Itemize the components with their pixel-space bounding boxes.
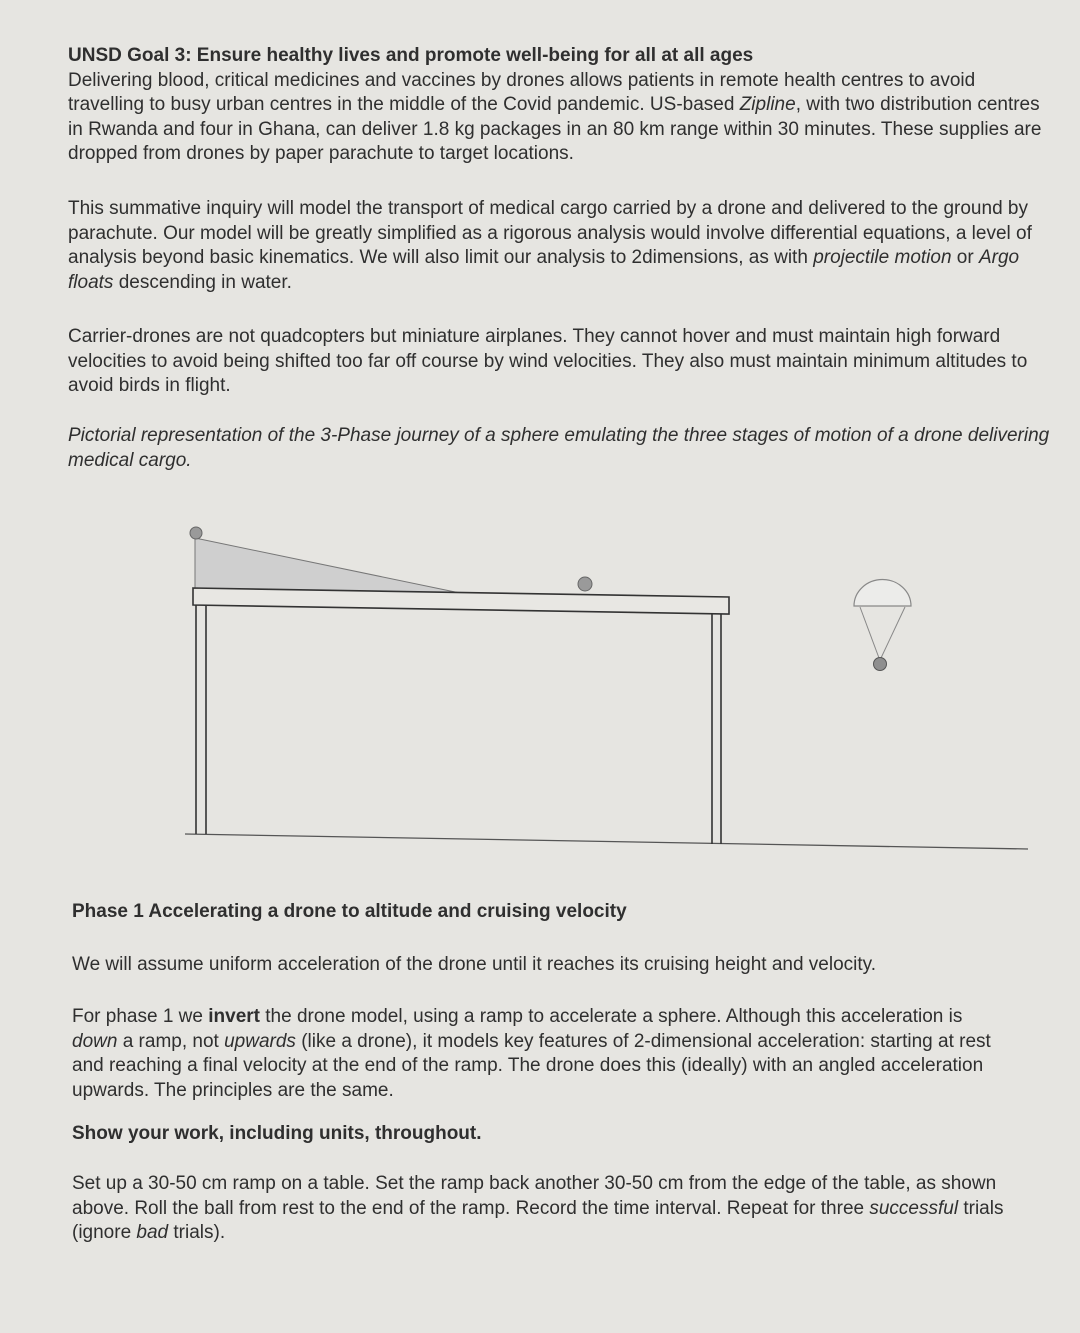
carrier-paragraph: Carrier-drones are not quadcopters but miniature airplanes. They cannot hover and must maintain high forward velocities to avoid being shifted too far off course by wind velocities. They also must maintain minimum altitudes to avoid birds in flight.: [68, 326, 1028, 396]
setup-block: [72, 1172, 1007, 1246]
intro-section: [68, 44, 1053, 167]
carrier-section: [68, 325, 1053, 399]
goal-title: Ensure healthy lives and promote well-being for all at all ages: [191, 45, 754, 66]
ball-start-icon: [190, 527, 202, 539]
ground-line: [185, 834, 1028, 849]
intro-text-b: , with two distribution centres in Rwanda and four in Ghana, can deliver 1.8 kg packages in an 80 km range within 30 minutes. These supplies are dropped from drones by paper parachute to target locations.: [68, 94, 1042, 164]
setup-paragraph: [72, 1172, 1007, 1246]
phase1-assumption: We will assume uniform acceleration of the drone until it reaches its cruising height and velocity.: [72, 954, 877, 975]
caption-text: Pictorial representation of the 3-Phase journey of a sphere emulating the three stages of motion of a drone delivering medical cargo.: [68, 425, 1050, 471]
show-work-instruction: Show your work, including units, throughout.: [72, 1123, 482, 1144]
ramp: [195, 538, 460, 593]
goal-heading: [68, 44, 1053, 69]
parachute-ball-icon: [874, 658, 887, 671]
phase1-model-paragraph: [72, 1005, 1007, 1103]
projectile-motion-term: projectile motion: [813, 247, 952, 268]
phase1-heading-block: [72, 900, 1057, 925]
down-term: down: [72, 1030, 118, 1052]
upwards-term: upwards: [224, 1030, 296, 1052]
phase1-text-c: a ramp, not: [117, 1030, 225, 1052]
table-top: [193, 588, 729, 614]
inquiry-paragraph: [68, 197, 1053, 295]
parachute-line-right: [881, 607, 905, 658]
zipline-name: Zipline: [739, 94, 796, 115]
parachute-line-left: [860, 607, 879, 658]
bad-term: bad: [136, 1222, 169, 1243]
phase1-assumption-block: [72, 953, 1057, 978]
setup-text-c: trials).: [168, 1222, 226, 1243]
diagram-caption: [68, 424, 1053, 473]
goal-label: UNSD Goal 3:: [68, 45, 192, 66]
successful-term: successful: [869, 1197, 959, 1219]
parachute-canopy-icon: [854, 580, 911, 606]
phase1-text-b: the drone model, using a ramp to accelerate a sphere. Although this acceleration is: [260, 1006, 963, 1027]
phase1-model-block: [72, 1005, 1007, 1103]
three-phase-diagram: [0, 500, 1080, 860]
invert-term: invert: [208, 1006, 260, 1027]
argo-floats-term: Argo floats: [68, 247, 1020, 293]
inquiry-text-a: This summative inquiry will model the transport of medical cargo carried by a drone and delivered to the ground by parachute. Our model will be greatly simplified as a rigorous analysis would involve differential equations, a level of analysis beyond basic kinematics. We will also limit our analysis to 2dimensions, as with: [68, 198, 1032, 268]
setup-text-b: trials (ignore: [72, 1197, 1004, 1243]
intro-text-a: Delivering blood, critical medicines and vaccines by drones allows patients in remote health centres to avoid travelling to busy urban centres in the middle of the Covid pandemic. US-based: [68, 69, 976, 115]
phase1-text-d: (like a drone), it models key features of 2-dimensional acceleration: starting at rest and reaching a final velocity at the end of the ramp. The drone does this (ideally) with an angled acceleration upwards. The principles are the same.: [72, 1030, 991, 1101]
phase1-text-a: For phase 1 we: [72, 1006, 209, 1027]
inquiry-or: or: [951, 247, 979, 268]
setup-text-a: Set up a 30-50 cm ramp on a table. Set the ramp back another 30-50 cm from the edge of the table, as shown above. Roll the ball from rest to the end of the ramp. Record the time interval. Repeat for three: [72, 1173, 997, 1219]
inquiry-text-b: descending in water.: [113, 271, 292, 293]
ball-end-icon: [578, 577, 592, 591]
intro-paragraph: [68, 69, 1053, 167]
show-work-block: [72, 1122, 1057, 1147]
inquiry-section: [68, 197, 1053, 295]
phase1-heading: Phase 1 Accelerating a drone to altitude and cruising velocity: [72, 901, 627, 922]
